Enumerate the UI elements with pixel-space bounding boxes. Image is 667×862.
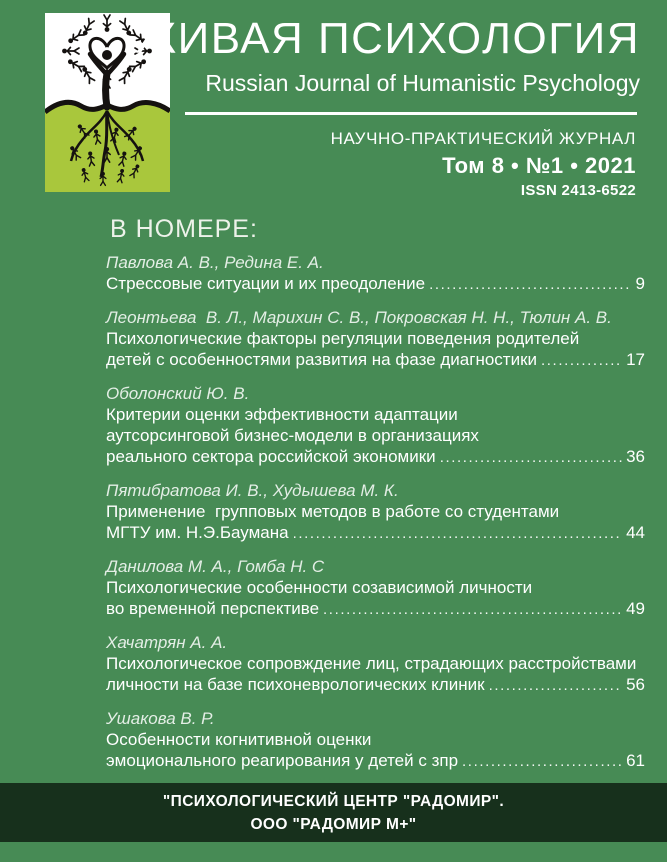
toc-entry-title-line — [106, 522, 645, 544]
toc-entry-title-line — [106, 425, 645, 446]
toc-entry-authors: Пятибратова И. В., Худышева М. К. — [106, 481, 399, 500]
toc-entry-title-line — [106, 273, 645, 295]
toc-entry-title: личности на базе психоневрологических клиник — [106, 675, 485, 694]
toc-entry-title-line — [106, 404, 645, 425]
toc-entry-authors: Хачатрян А. А. — [106, 633, 228, 652]
toc-heading: В НОМЕРЕ: — [110, 215, 258, 243]
toc-entry-title: во временной перспективе — [106, 599, 320, 618]
toc-leader-dots — [429, 274, 631, 295]
masthead — [136, 15, 640, 98]
toc-page-number: 56 — [626, 675, 645, 694]
toc-entry-title: Стрессовые ситуации и их преодоление — [106, 274, 426, 293]
toc-entry-title-line — [106, 653, 645, 674]
toc-entry-title: Применение групповых методов в работе со студентами — [106, 502, 560, 521]
toc-page-number: 36 — [626, 447, 645, 466]
toc-entry — [106, 708, 645, 772]
toc-entry-title: Особенности когнитивной оценки — [106, 730, 372, 749]
toc-entry-title-line — [106, 446, 645, 468]
toc-entry-title-line — [106, 577, 645, 598]
toc-entry-title: МГТУ им. Н.Э.Баумана — [106, 523, 289, 542]
toc-leader-dots — [323, 599, 622, 620]
toc-entry-title: эмоционального реагирования у детей с зпр — [106, 751, 459, 770]
toc-entry-title: Психологические особенности созависимой личности — [106, 578, 533, 597]
table-of-contents — [106, 216, 645, 784]
toc-leader-dots — [462, 751, 622, 772]
toc-leader-dots — [293, 523, 623, 544]
toc-entry — [106, 632, 645, 696]
toc-page-number: 9 — [635, 274, 645, 293]
toc-entry-title: Психологические факторы регуляции поведения родителей — [106, 329, 580, 348]
toc-entry-authors: Данилова М. А., Гомба Н. С — [106, 557, 325, 576]
journal-type-label: НАУЧНО-ПРАКТИЧЕСКИЙ ЖУРНАЛ — [330, 129, 636, 148]
toc-entry — [106, 383, 645, 468]
toc-entry-title: аутсорсинговой бизнес-модели в организациях — [106, 426, 479, 445]
toc-page-number: 17 — [626, 350, 645, 369]
toc-entry-authors: Павлова А. В., Редина Е. А. — [106, 253, 324, 272]
publisher-band — [0, 783, 667, 842]
toc-page-number: 49 — [626, 599, 645, 618]
journal-subtitle: Russian Journal of Humanistic Psychology — [205, 70, 640, 96]
toc-entry-title: Психологическое сопровждение лиц, страдающих расстройствами — [106, 654, 637, 673]
toc-entry-title: Критерии оценки эффективности адаптации — [106, 405, 458, 424]
toc-entry-authors: Леонтьева В. Л., Марихин С. В., Покровская Н. Н., Тюлин А. В. — [106, 308, 612, 327]
toc-entry-title: детей с особенностями развития на фазе диагностики — [106, 350, 538, 369]
toc-entry — [106, 480, 645, 544]
header-divider — [185, 112, 637, 115]
publisher-line-2: ООО "РАДОМИР М+" — [250, 815, 417, 833]
toc-entry-title-line — [106, 750, 645, 772]
toc-entries — [106, 252, 645, 772]
toc-leader-dots — [541, 350, 622, 371]
toc-entry — [106, 307, 645, 371]
toc-entry-title: реального сектора российской экономики — [106, 447, 436, 466]
publisher-line-1: "ПСИХОЛОГИЧЕСКИЙ ЦЕНТР "РАДОМИР". — [162, 792, 505, 810]
toc-leader-dots — [489, 675, 623, 696]
toc-entry — [106, 252, 645, 295]
toc-page-number: 44 — [626, 523, 645, 542]
header-meta — [331, 126, 636, 201]
toc-entry-title-line — [106, 598, 645, 620]
toc-page-number: 61 — [626, 751, 645, 770]
toc-entry-authors: Оболонский Ю. В. — [106, 384, 250, 403]
toc-entry-title-line — [106, 349, 645, 371]
journal-title: ЖИВАЯ ПСИХОЛОГИЯ — [135, 14, 640, 63]
issn-number: ISSN 2413-6522 — [520, 182, 636, 199]
toc-entry-title-line — [106, 501, 645, 522]
toc-leader-dots — [440, 447, 622, 468]
toc-entry-title-line — [106, 674, 645, 696]
toc-entry-title-line — [106, 729, 645, 750]
toc-entry-authors: Ушакова В. Р. — [106, 709, 215, 728]
toc-entry — [106, 556, 645, 620]
toc-entry-title-line — [106, 328, 645, 349]
issue-volume-number: Том 8 • №1 • 2021 — [442, 153, 636, 178]
